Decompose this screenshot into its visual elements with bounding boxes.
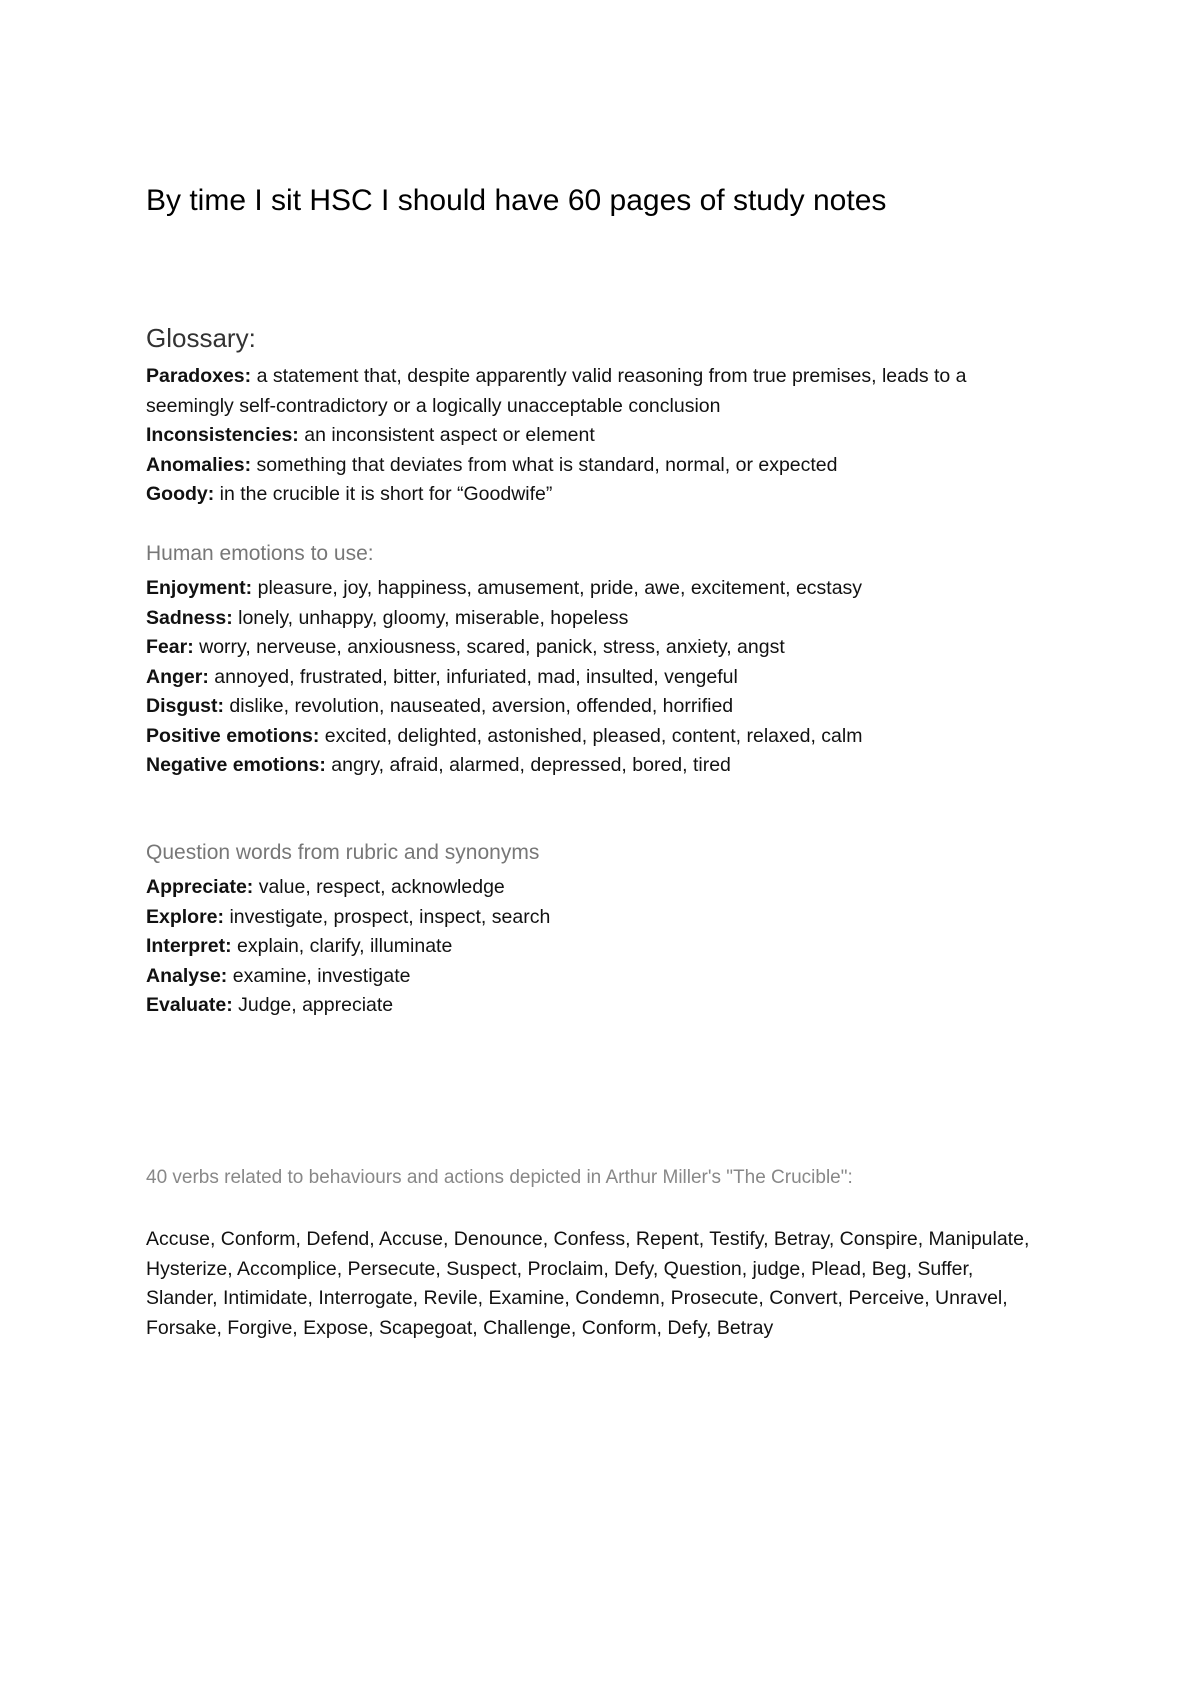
emotion-term: Anger: [146, 665, 209, 688]
emotion-entry [146, 574, 1046, 604]
question-word-synonyms: Judge, appreciate [238, 994, 394, 1016]
question-word-term: Evaluate: [146, 994, 233, 1016]
glossary-term: Inconsistencies: [146, 424, 299, 446]
emotion-entry [146, 633, 1046, 663]
emotion-term: Negative emotions: [146, 754, 326, 776]
question-word-term: Analyse: [146, 964, 228, 987]
glossary-entry [146, 480, 1046, 510]
page-title: By time I sit HSC I should have 60 pages of study notes [146, 184, 887, 217]
question-word-term: Explore: [146, 905, 225, 928]
verbs-heading: 40 verbs related to behaviours and actions depicted in Arthur Miller's "The Crucible": [146, 1167, 853, 1188]
emotion-entry [146, 692, 1046, 722]
emotions-heading: Human emotions to use: [146, 542, 374, 565]
emotion-term: Positive emotions: [146, 724, 320, 747]
glossary-definition: an inconsistent aspect or element [304, 424, 595, 446]
question-word-term: Appreciate: [146, 876, 254, 898]
emotion-words: annoyed, frustrated, bitter, infuriated, mad, insulted, vengeful [214, 665, 738, 688]
glossary-term: Goody: [146, 483, 215, 505]
glossary-entry [146, 362, 1046, 421]
verbs-list: Accuse, Conform, Defend, Accuse, Denounce, Confess, Repent, Testify, Betray, Conspire, Manipulate, Hysterize, Accomplice, Persecute, Suspect, Proclaim, Defy, Question, judge, Plead, Beg, Suffer, Slander, Intimidate, Interrogate, Revile, Examine, Condemn, Prosecute, Convert, Perceive, Unravel, Forsake, Forgive, Expose, Scapegoat, Challenge, Conform, Defy, Betray [146, 1228, 1030, 1339]
question-word-entry [146, 873, 1046, 903]
emotion-term: Fear: [146, 636, 194, 658]
verbs-section [146, 1165, 1046, 1343]
emotion-entry [146, 604, 1046, 634]
emotion-entry [146, 663, 1046, 693]
question-word-entry [146, 932, 1046, 962]
question-words-heading: Question words from rubric and synonyms [146, 841, 540, 864]
emotion-term: Sadness: [146, 606, 233, 629]
question-word-synonyms: explain, clarify, illuminate [237, 935, 453, 957]
emotion-words: dislike, revolution, nauseated, aversion, offended, horrified [229, 695, 734, 717]
glossary-entry [146, 451, 1046, 481]
glossary-term: Paradoxes: [146, 365, 252, 387]
question-word-synonyms: value, respect, acknowledge [258, 876, 505, 898]
glossary-definition: a statement that, despite apparently valid reasoning from true premises, leads to a seemingly self-contradictory or a logically unacceptable conclusion [146, 365, 967, 417]
glossary-definition: something that deviates from what is standard, normal, or expected [256, 453, 838, 476]
emotion-term: Disgust: [146, 695, 224, 717]
emotion-words: worry, nerveuse, anxiousness, scared, panick, stress, anxiety, angst [199, 636, 785, 658]
emotion-term: Enjoyment: [146, 577, 253, 599]
emotion-words: excited, delighted, astonished, pleased, content, relaxed, calm [324, 724, 863, 747]
emotion-entry [146, 751, 1046, 781]
emotion-words: angry, afraid, alarmed, depressed, bored, tired [331, 754, 731, 776]
emotion-words: lonely, unhappy, gloomy, miserable, hopeless [238, 606, 629, 629]
question-word-entry [146, 962, 1046, 992]
question-word-synonyms: investigate, prospect, inspect, search [229, 905, 551, 928]
glossary-heading: Glossary: [146, 323, 256, 353]
glossary-definition: in the crucible it is short for “Goodwife” [219, 483, 553, 505]
emotion-entry [146, 722, 1046, 752]
glossary-entry [146, 421, 1046, 451]
question-word-term: Interpret: [146, 935, 232, 957]
emotions-section [146, 540, 1046, 781]
question-word-entry [146, 903, 1046, 933]
glossary-term: Anomalies: [146, 453, 252, 476]
glossary-section [146, 322, 1046, 510]
question-words-section [146, 839, 1046, 1021]
question-word-synonyms: examine, investigate [232, 964, 411, 987]
question-word-entry [146, 991, 1046, 1021]
emotion-words: pleasure, joy, happiness, amusement, pride, awe, excitement, ecstasy [257, 577, 863, 599]
